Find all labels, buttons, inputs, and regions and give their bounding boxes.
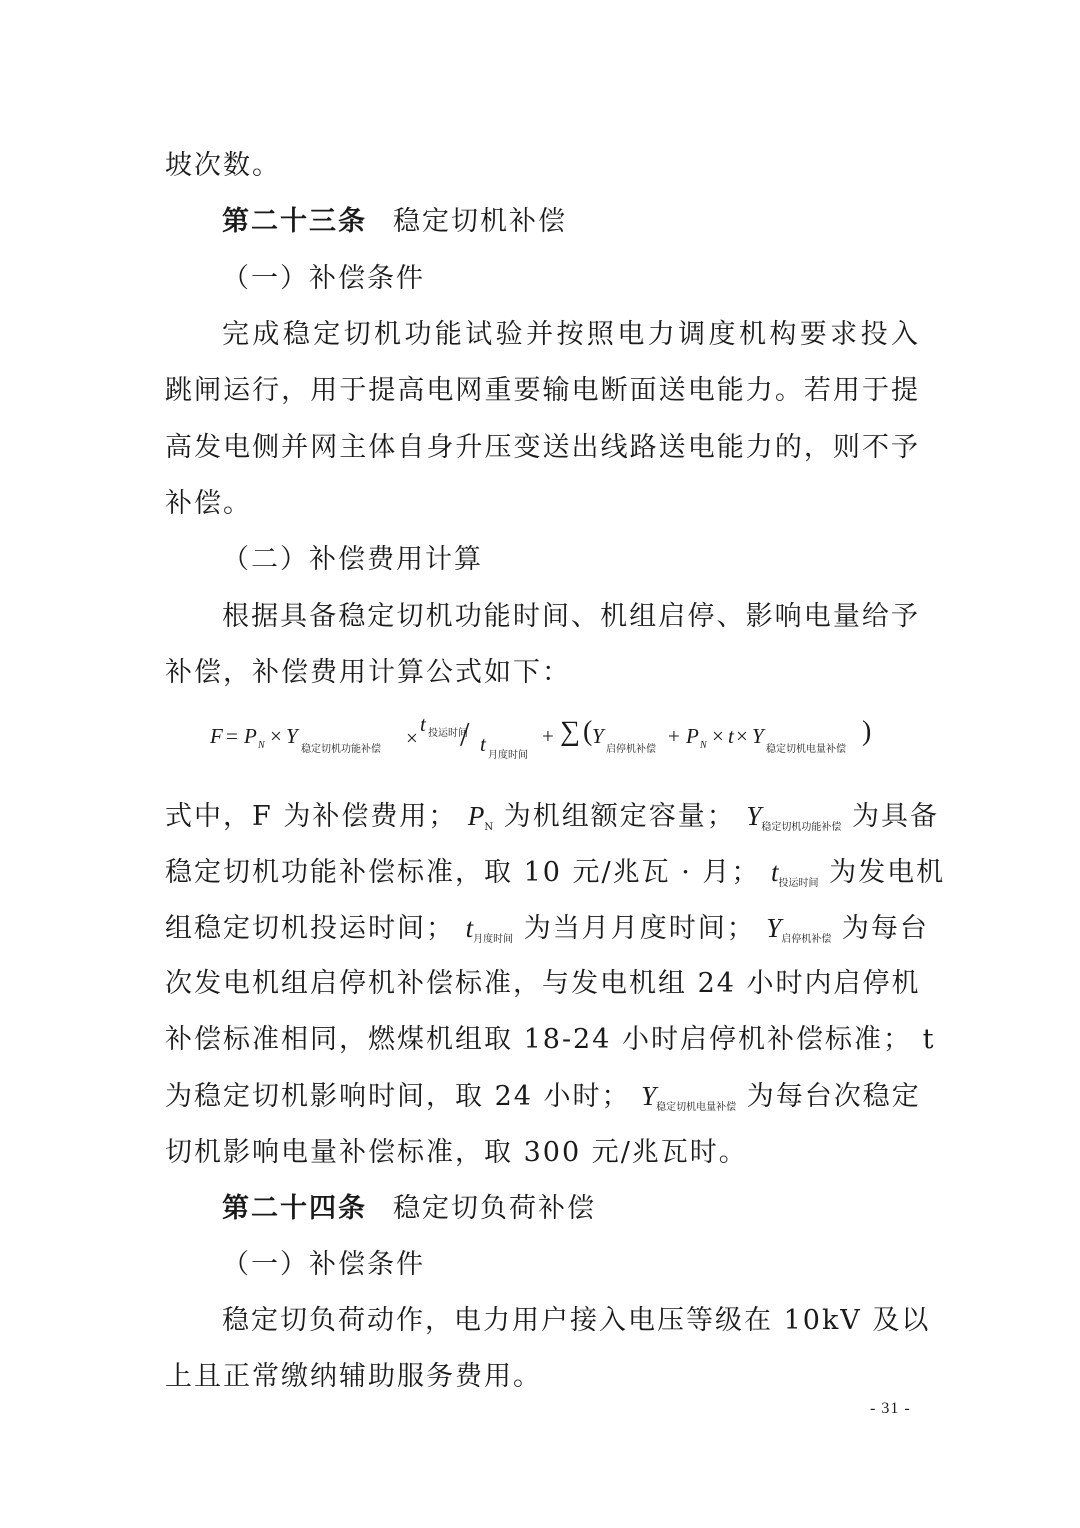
definition-symbol-t: t xyxy=(922,1024,936,1055)
definition-text: 为机组额定容量； xyxy=(503,801,736,832)
definition-text: 为每台次稳定 xyxy=(746,1081,921,1112)
definition-line: 次发电机组启停机补偿标准，与发电机组 24 小时内启停机 xyxy=(165,968,921,999)
formula-plus: + xyxy=(542,724,554,748)
formula-t-tou: t xyxy=(420,712,426,736)
article-23-heading xyxy=(222,202,920,242)
symbol-t-month-sub: 月度时间 xyxy=(473,934,514,945)
definition-line xyxy=(165,1020,936,1060)
formula-times: × xyxy=(736,724,748,748)
symbol-pn-sub: N xyxy=(484,822,494,833)
formula-f: F xyxy=(210,724,223,748)
formula-t-tou-sub: 投运时间 xyxy=(428,728,468,739)
subsection-heading: （一）补偿条件 xyxy=(222,1249,425,1280)
article-23-number: 第二十三条 xyxy=(222,206,367,237)
formula-slash: / xyxy=(460,716,470,753)
compensation-formula xyxy=(210,712,910,768)
definition-text: 式中，F 为补偿费用； xyxy=(165,801,458,832)
definition-text: 为发电机 xyxy=(829,857,946,888)
paragraph-line: 补偿。 xyxy=(165,488,252,519)
article-24-title: 稳定切负荷补偿 xyxy=(393,1193,596,1224)
formula-sum: ∑ xyxy=(560,716,580,747)
paragraph-line: 坡次数。 xyxy=(165,150,281,181)
symbol-t-tou: t xyxy=(770,857,779,887)
definition-text: 组稳定切机投运时间； xyxy=(165,913,455,944)
page-number: - 31 - xyxy=(870,1400,911,1417)
article-24-number: 第二十四条 xyxy=(222,1193,367,1224)
symbol-pn: P xyxy=(467,801,485,831)
formula-y-qt: Y xyxy=(592,724,604,748)
definition-text: 为稳定切机影响时间，取 24 小时； xyxy=(165,1081,631,1112)
paragraph-line: 高发电侧并网主体自身升压变送出线路送电能力的，则不予 xyxy=(165,432,920,463)
definition-text: 稳定切机功能补偿标准，取 10 元/兆瓦 · 月； xyxy=(165,857,761,888)
formula-y-dl: Y xyxy=(752,724,764,748)
formula-y-func: Y xyxy=(286,724,298,748)
article-23-title: 稳定切机补偿 xyxy=(393,206,567,237)
formula-y-qt-sub: 启停机补偿 xyxy=(606,744,656,755)
definition-line: 切机影响电量补偿标准，取 300 元/兆瓦时。 xyxy=(165,1137,748,1168)
formula-pn: P xyxy=(244,724,257,748)
formula-y-func-sub: 稳定切机功能补偿 xyxy=(301,744,381,755)
definition-text: 补偿标准相同，燃煤机组取 18-24 小时启停机补偿标准； xyxy=(165,1024,912,1055)
paragraph-line: 补偿，补偿费用计算公式如下： xyxy=(165,657,571,688)
formula-times: × xyxy=(406,726,418,750)
formula-lparen: ( xyxy=(583,716,593,747)
formula-t-month-sub: 月度时间 xyxy=(488,750,528,761)
formula-pn: P xyxy=(686,724,699,748)
symbol-y-dl-sub: 稳定切机电量补偿 xyxy=(656,1102,737,1113)
paragraph-line: 完成稳定切机功能试验并按照电力调度机构要求投入 xyxy=(222,319,920,350)
paragraph-line: 上且正常缴纳辅助服务费用。 xyxy=(165,1361,542,1392)
formula-times: × xyxy=(712,724,724,748)
subsection-heading: （二）补偿费用计算 xyxy=(222,544,483,575)
definition-text: 为每台 xyxy=(841,913,929,944)
symbol-y-func-sub: 稳定切机功能补偿 xyxy=(761,822,842,833)
symbol-y-qt: Y xyxy=(766,913,782,943)
formula-equals: = xyxy=(226,724,238,748)
formula-t: t xyxy=(728,724,734,748)
definition-text: 为当月月度时间； xyxy=(523,913,756,944)
symbol-y-dl: Y xyxy=(641,1081,657,1111)
symbol-t-month: t xyxy=(465,913,474,943)
subsection-heading: （一）补偿条件 xyxy=(222,263,425,294)
paragraph-line: 稳定切负荷动作，电力用户接入电压等级在 10kV 及以 xyxy=(222,1305,931,1336)
article-24-heading xyxy=(222,1189,920,1229)
definition-line xyxy=(165,852,946,904)
paragraph-line: 根据具备稳定切机功能时间、机组启停、影响电量给予 xyxy=(222,601,920,632)
formula-rparen: ) xyxy=(862,716,872,747)
definition-text: 为具备 xyxy=(851,801,939,832)
formula-plus: + xyxy=(668,724,680,748)
formula-y-dl-sub: 稳定切机电量补偿 xyxy=(766,744,846,755)
paragraph-line: 跳闸运行，用于提高电网重要输电断面送电能力。若用于提 xyxy=(165,375,920,406)
formula-pn-sub: N xyxy=(258,740,265,751)
formula-t-month: t xyxy=(480,732,486,756)
formula-pn-sub: N xyxy=(700,740,707,751)
symbol-y-func: Y xyxy=(746,801,762,831)
definition-line xyxy=(165,796,939,848)
formula-times: × xyxy=(270,724,282,748)
definition-line xyxy=(165,908,929,960)
symbol-t-tou-sub: 投运时间 xyxy=(778,878,819,889)
symbol-y-qt-sub: 启停机补偿 xyxy=(781,934,832,945)
definition-line xyxy=(165,1076,920,1128)
